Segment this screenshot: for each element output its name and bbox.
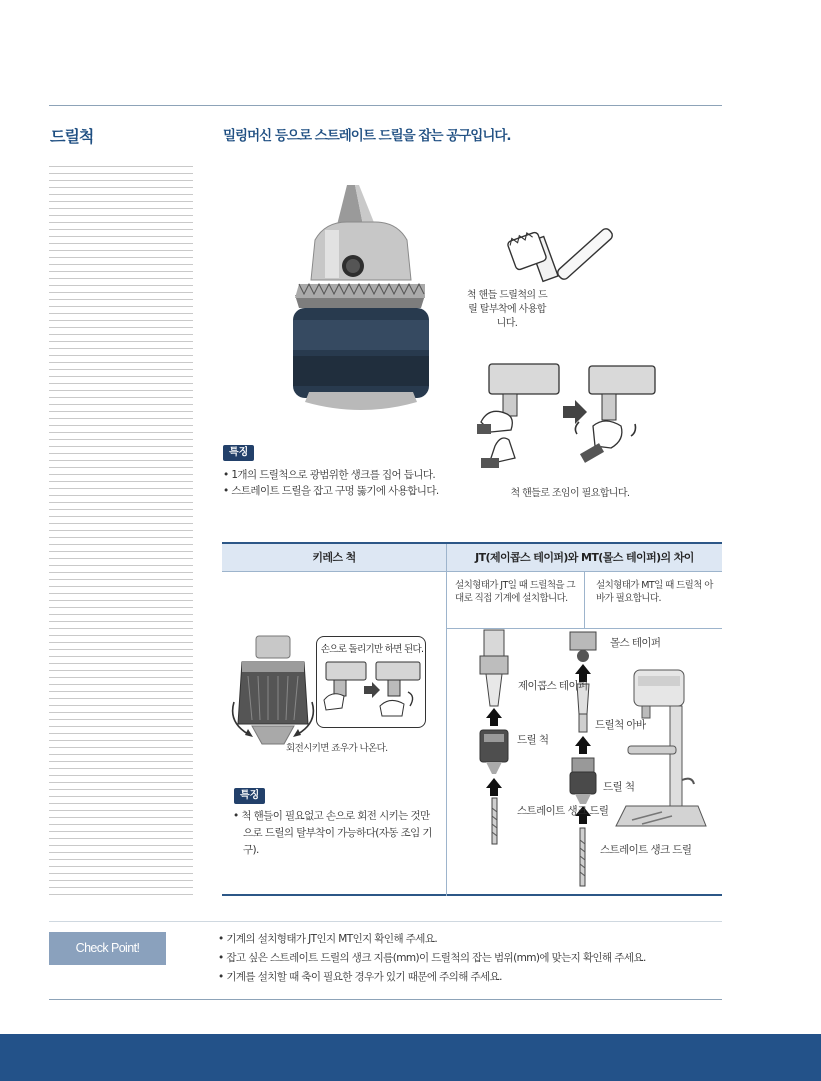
bottom-divider bbox=[49, 999, 722, 1000]
label-straight-shank-mt: 스트레이트 생크 드릴 bbox=[600, 844, 692, 856]
feature-list bbox=[223, 467, 439, 499]
label-straight-shank-jt: 스트레이트 생크 드릴 bbox=[517, 805, 609, 817]
label-jacobs-taper: 제이콥스 테이퍼 bbox=[518, 680, 588, 692]
table-header-keyless: 키레스 척 bbox=[222, 544, 446, 572]
check-divider bbox=[49, 921, 722, 922]
table-divider bbox=[446, 544, 447, 896]
check-point-button[interactable]: Check Point! bbox=[49, 932, 166, 965]
label-drill-chuck-mt: 드릴 척 bbox=[603, 781, 635, 793]
label-drill-chuck-jt: 드릴 척 bbox=[517, 734, 549, 746]
keyless-chuck-image bbox=[228, 632, 318, 752]
drill-press-image bbox=[612, 640, 712, 830]
lead-text: 밀링머신 등으로 스트레이트 드릴을 잡는 공구입니다. bbox=[223, 128, 511, 144]
sidebar-stripes bbox=[49, 166, 193, 896]
label-morse-taper: 몰스 테이퍼 bbox=[610, 637, 661, 649]
hand-rotation-image bbox=[320, 656, 424, 726]
mt-condition-text: 설치형태가 MT일 때 드릴척 아바가 필요합니다. bbox=[596, 580, 713, 604]
key-caption: 척 핸들 드릴척의 드릴 탈부착에 사용합니다. bbox=[466, 290, 548, 329]
table-header-jt-mt: JT(제이콥스 테이퍼)와 MT(몰스 테이퍼)의 차이 bbox=[447, 544, 722, 572]
section-title: 드릴척 bbox=[50, 127, 94, 146]
rotate-caption: 회전시키면 죠우가 나온다. bbox=[286, 743, 388, 754]
top-divider bbox=[49, 105, 722, 106]
jt-condition-text: 설치형태가 JT일 때 드릴척을 그대로 직접 기계에 설치합니다. bbox=[455, 580, 576, 604]
list-item: • 기계를 설치할 때 축이 필요한 경우가 있기 때문에 주의해 주세요. bbox=[218, 968, 646, 987]
list-item: • 스트레이트 드릴을 잡고 구멍 뚫기에 사용합니다. bbox=[223, 483, 439, 499]
bubble-text: 손으로 돌리기만 하면 된다. bbox=[320, 644, 424, 655]
list-item: • 1개의 드릴척으로 광범위한 생크를 집어 듭니다. bbox=[223, 467, 439, 483]
list-item: • 기계의 설치형태가 JT인지 MT인지 확인해 주세요. bbox=[218, 930, 646, 949]
footer-bar bbox=[0, 1034, 821, 1081]
list-item: • 잡고 싶은 스트레이트 드릴의 생크 지름(mm)이 드릴척의 잡는 범위(mm)에 맞는지 확인해 주세요. bbox=[218, 949, 646, 968]
check-point-list bbox=[218, 930, 646, 987]
drill-chuck-image bbox=[285, 180, 445, 420]
table-divider bbox=[584, 572, 585, 628]
hands-caption: 척 핸들로 조임이 필요합니다. bbox=[510, 488, 630, 499]
keyless-feature-list bbox=[233, 808, 433, 859]
hand-tightening-image bbox=[475, 362, 660, 482]
list-item: • 척 핸들이 필요없고 손으로 회전 시키는 것만으로 드릴의 탈부착이 가능하다(자동 조임 기구). bbox=[233, 808, 433, 859]
keyless-feature-badge: 특징 bbox=[234, 788, 265, 804]
label-arbor: 드릴척 아바 bbox=[595, 719, 646, 731]
feature-badge: 특징 bbox=[223, 445, 254, 461]
